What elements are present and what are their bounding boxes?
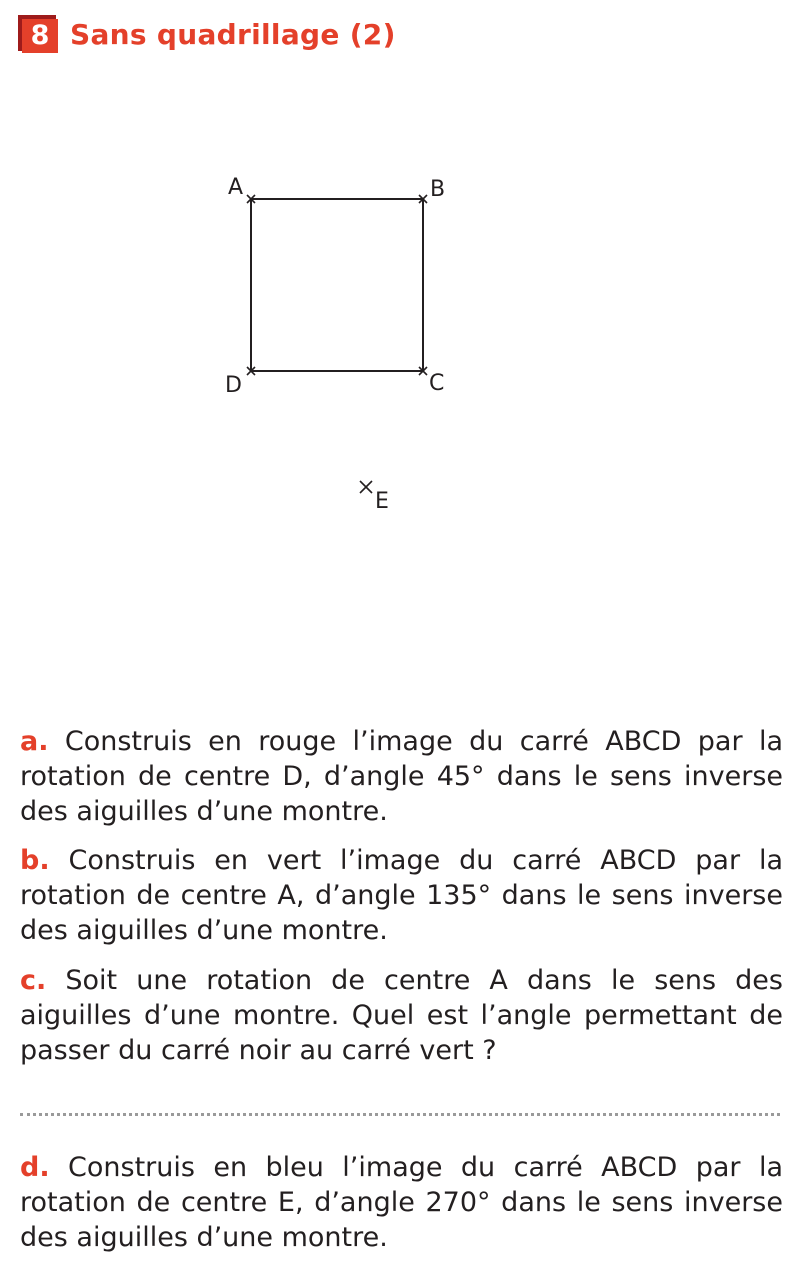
question-d-text: Construis en bleu l’image du carré ABCD par la rotation de centre E, d’angle 270° dans le sens inverse des aiguilles d’une montre. <box>20 1152 783 1253</box>
exercise-title: Sans quadrillage (2) <box>70 17 396 51</box>
point-b-label: B <box>430 177 446 202</box>
point-d-label: D <box>225 373 242 398</box>
question-a <box>20 724 783 829</box>
question-c-label: c. <box>20 965 47 996</box>
square-abcd <box>251 199 423 371</box>
point-e-mark <box>360 481 372 493</box>
question-b-label: b. <box>20 845 50 876</box>
exercise-number: 8 <box>22 19 58 53</box>
geometry-figure <box>0 0 803 560</box>
point-e-label: E <box>375 489 389 514</box>
question-c <box>20 963 783 1068</box>
question-b <box>20 843 783 948</box>
question-d-label: d. <box>20 1152 50 1183</box>
point-c-label: C <box>429 371 445 396</box>
answer-dotted-line[interactable] <box>20 1113 780 1116</box>
question-a-text: Construis en rouge l’image du carré ABCD par la rotation de centre D, d’angle 45° dans le sens inverse des aiguilles d’une montre. <box>20 726 783 827</box>
question-d <box>20 1150 783 1255</box>
point-a-label: A <box>228 175 244 200</box>
question-c-text: Soit une rotation de centre A dans le sens des aiguilles d’une montre. Quel est l’angle permettant de passer du carré noir au carré vert ? <box>20 965 783 1066</box>
question-a-label: a. <box>20 726 49 757</box>
question-b-text: Construis en vert l’image du carré ABCD par la rotation de centre A, d’angle 135° dans le sens inverse des aiguilles d’une montre. <box>20 845 783 946</box>
